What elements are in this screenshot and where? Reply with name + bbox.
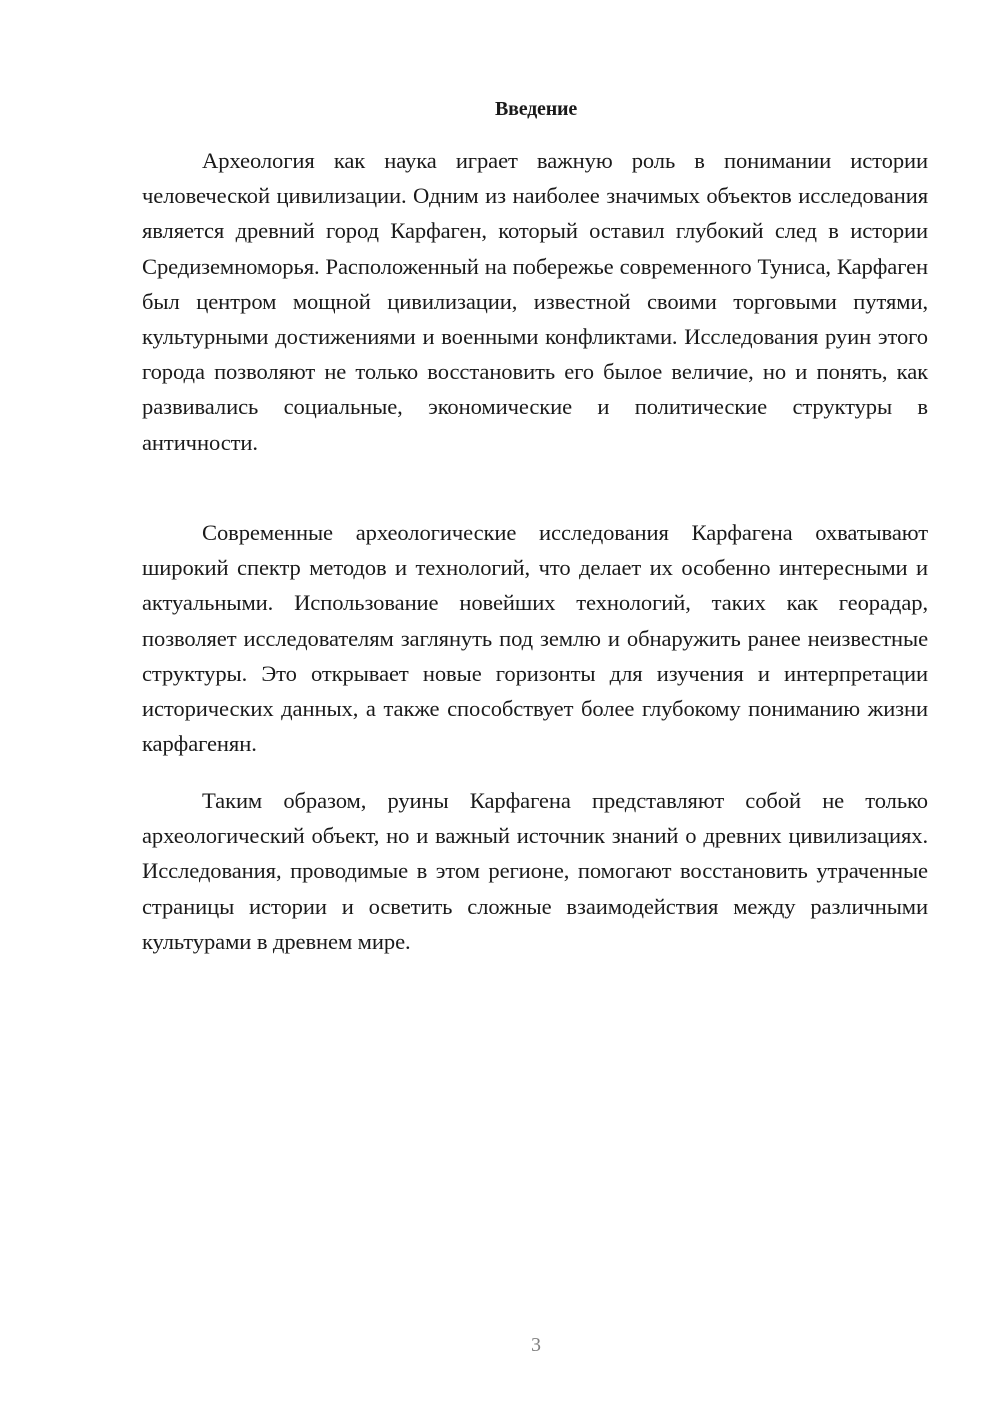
page-number: 3 bbox=[531, 1334, 541, 1356]
paragraph-2: Современные археологические исследования Карфагена охватывают широкий спектр методов и технологий, что делает их особенно интересными и актуальными. Использование новейших технологий, таких как георадар, позволяет исследователям заглянуть под землю и обнаружить ранее неизвестные структуры. Это открывает новые горизонты для изучения и интерпретации исторических данных, а также способствует более глубокому пониманию жизни карфагенян. bbox=[142, 520, 928, 757]
section-title: Введение bbox=[494, 98, 578, 120]
paragraph-3: Таким образом, руины Карфагена представляют собой не только археологический объект, но и важный источник знаний о древних цивилизациях. Исследования, проводимые в этом регионе, помогают восстановить утраченные страницы истории и осветить сложные взаимодействия между различными культурами в древнем мире. bbox=[142, 788, 928, 954]
paragraph-1: Археология как наука играет важную роль в понимании истории человеческой цивилизации. Одним из наиболее значимых объектов исследования является древний город Карфаген, который оставил глубокий след в истории Средиземноморья. Расположенный на побережье современного Туниса, Карфаген был центром мощной цивилизации, известной своими торговыми путями, культурными достижениями и военными конфликтами. Исследования руин этого города позволяют не только восстановить его былое величие, но и понять, как развивались социальные, экономические и политические структуры в античности. bbox=[142, 148, 928, 455]
